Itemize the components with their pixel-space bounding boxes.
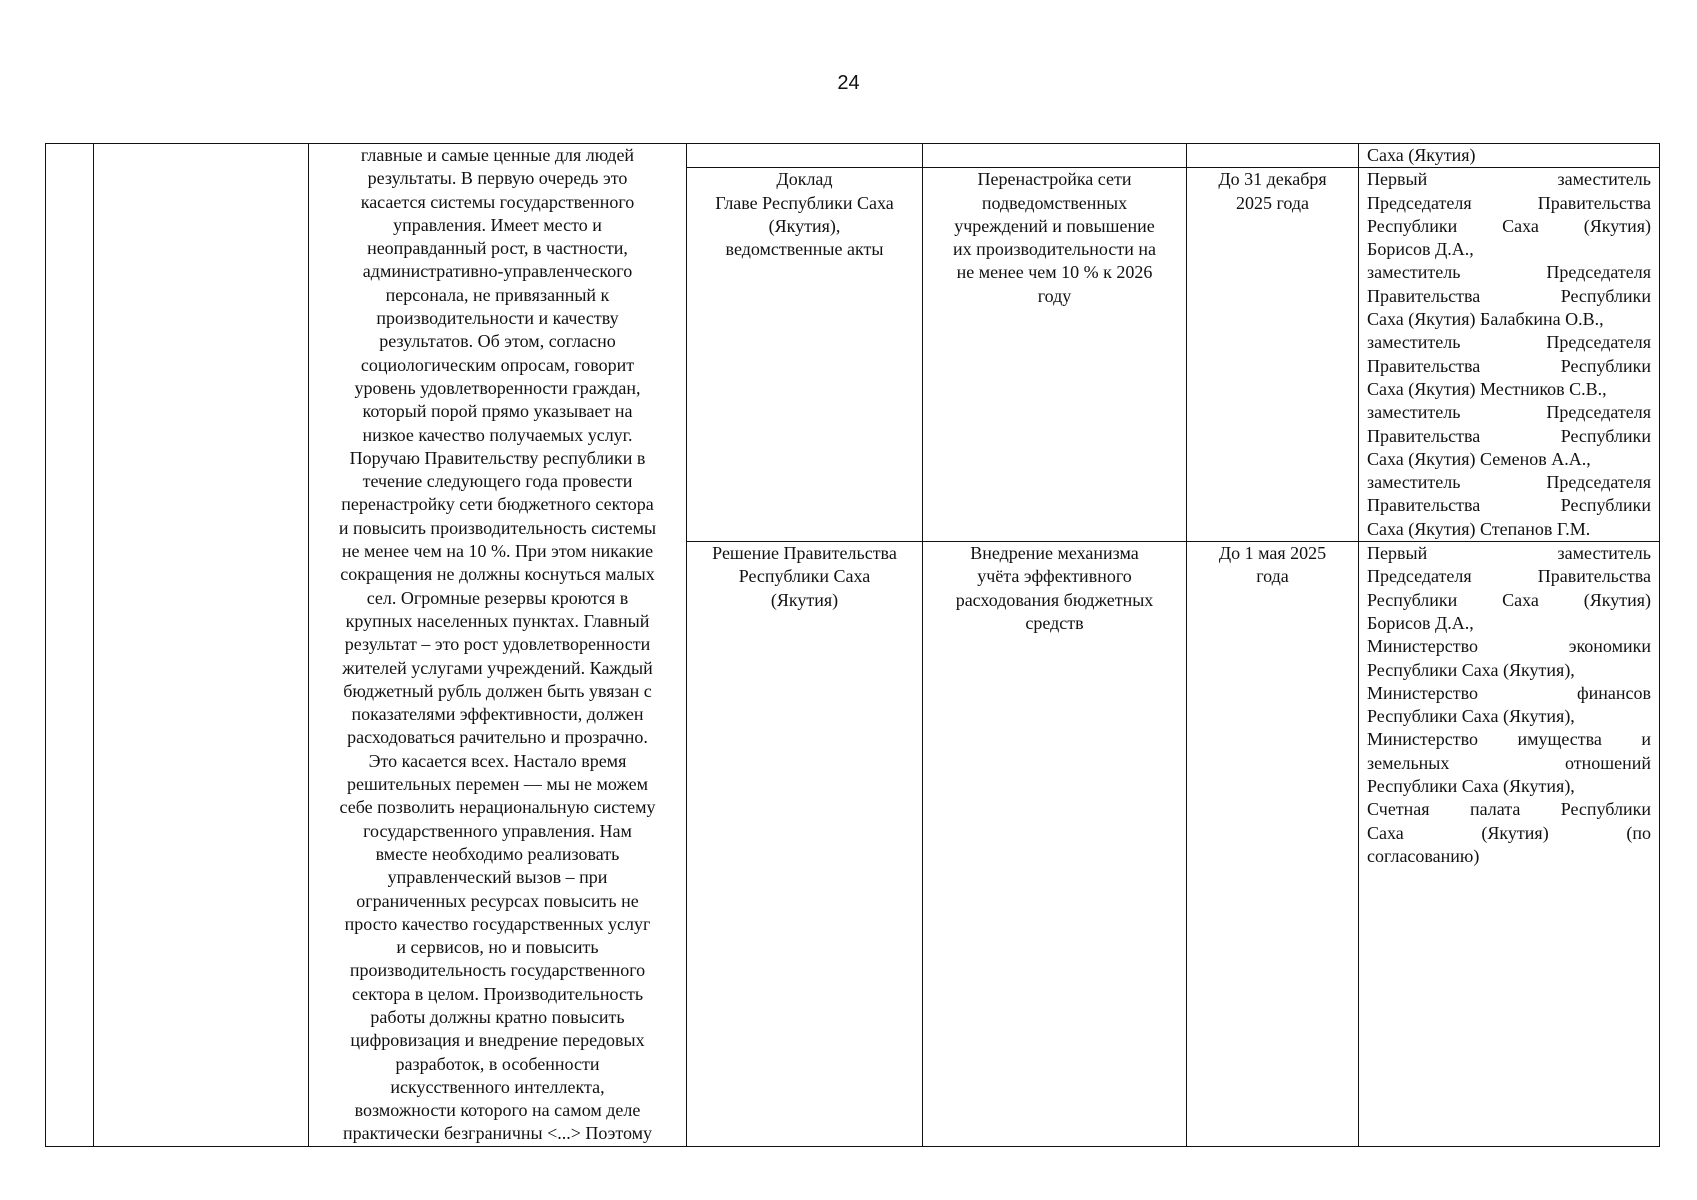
deadline-cell bbox=[1187, 144, 1359, 168]
table-row bbox=[46, 144, 1660, 168]
form-cell: Решение Правительства Республики Саха (Якутия) bbox=[687, 542, 923, 1147]
form-cell bbox=[687, 144, 923, 168]
deadline-cell: До 1 мая 2025 года bbox=[1187, 542, 1359, 1147]
form-cell: Доклад Главе Республики Саха (Якутия), ведомственные акты bbox=[687, 168, 923, 542]
message-text: главные и самые ценные для людей результаты. В первую очередь это касается системы государственного управления. Имеет место и неоправданный рост, в частности, административно-управленческого персонала, не привязанный к производительности и качеству результатов. Об этом, согласно социологическим опросам, говорит уровень удовлетворенности граждан, который порой прямо указывает на низкое качество получаемых услуг. Поручаю Правительству республики в течение следующего года провести перенастройку сети бюджетного сектора и повысить производительность системы не менее чем на 10 %. При этом никакие сокращения не должны коснуться малых сел. Огромные резервы кроются в крупных населенных пунктах. Главный результат – это рост удовлетворенности жителей услугами учреждений. Каждый бюджетный рубль должен быть увязан с показателями эффективности, должен расходоваться рачительно и прозрачно. Это касается всех. Настало время решительных перемен — мы не можем себе позволить нерациональную систему государственного управления. Нам вместе необходимо реализовать управленческий вызов – при ограниченных ресурсах повысить не просто качество государственных услуг и сервисов, но и повысить производительность государственного сектора в целом. Производительность работы должны кратно повысить цифровизация и внедрение передовых разработок, в особенности искусственного интеллекта, возможности которого на самом деле практически безграничны <...> Поэтому bbox=[338, 145, 657, 1144]
measure-cell: Перенастройка сети подведомственных учреждений и повышение их производительности на не менее чем 10 % к 2026 году bbox=[923, 168, 1187, 542]
responsible-cell: Саха (Якутия) bbox=[1359, 144, 1660, 168]
responsible-cell: Первый заместитель Председателя Правительства Республики Саха (Якутия) Борисов Д.А., Министерство экономики Республики Саха (Якутия), Министерство финансов Республики Саха (Якутия), Министерство имущества и земельных отношений Республики Саха (Якутия), Счетная палата Республики Саха (Якутия) (по согласованию) bbox=[1359, 542, 1660, 1147]
document-table bbox=[45, 143, 1660, 1147]
deadline-cell: До 31 декабря 2025 года bbox=[1187, 168, 1359, 542]
measure-cell bbox=[923, 144, 1187, 168]
message-text-cell bbox=[309, 144, 687, 1147]
number-cell bbox=[46, 144, 94, 1147]
measure-cell: Внедрение механизма учёта эффективного расходования бюджетных средств bbox=[923, 542, 1187, 1147]
direction-cell bbox=[94, 144, 309, 1147]
page-number: 24 bbox=[837, 72, 860, 94]
responsible-cell: Первый заместитель Председателя Правительства Республики Саха (Якутия) Борисов Д.А., заместитель Председателя Правительства Республики Саха (Якутия) Балабкина О.В., заместитель Председателя Правительства Республики Саха (Якутия) Местников С.В., заместитель Председателя Правительства Республики Саха (Якутия) Семенов А.А., заместитель Председателя Правительства Республики Саха (Якутия) Степанов Г.М. bbox=[1359, 168, 1660, 542]
